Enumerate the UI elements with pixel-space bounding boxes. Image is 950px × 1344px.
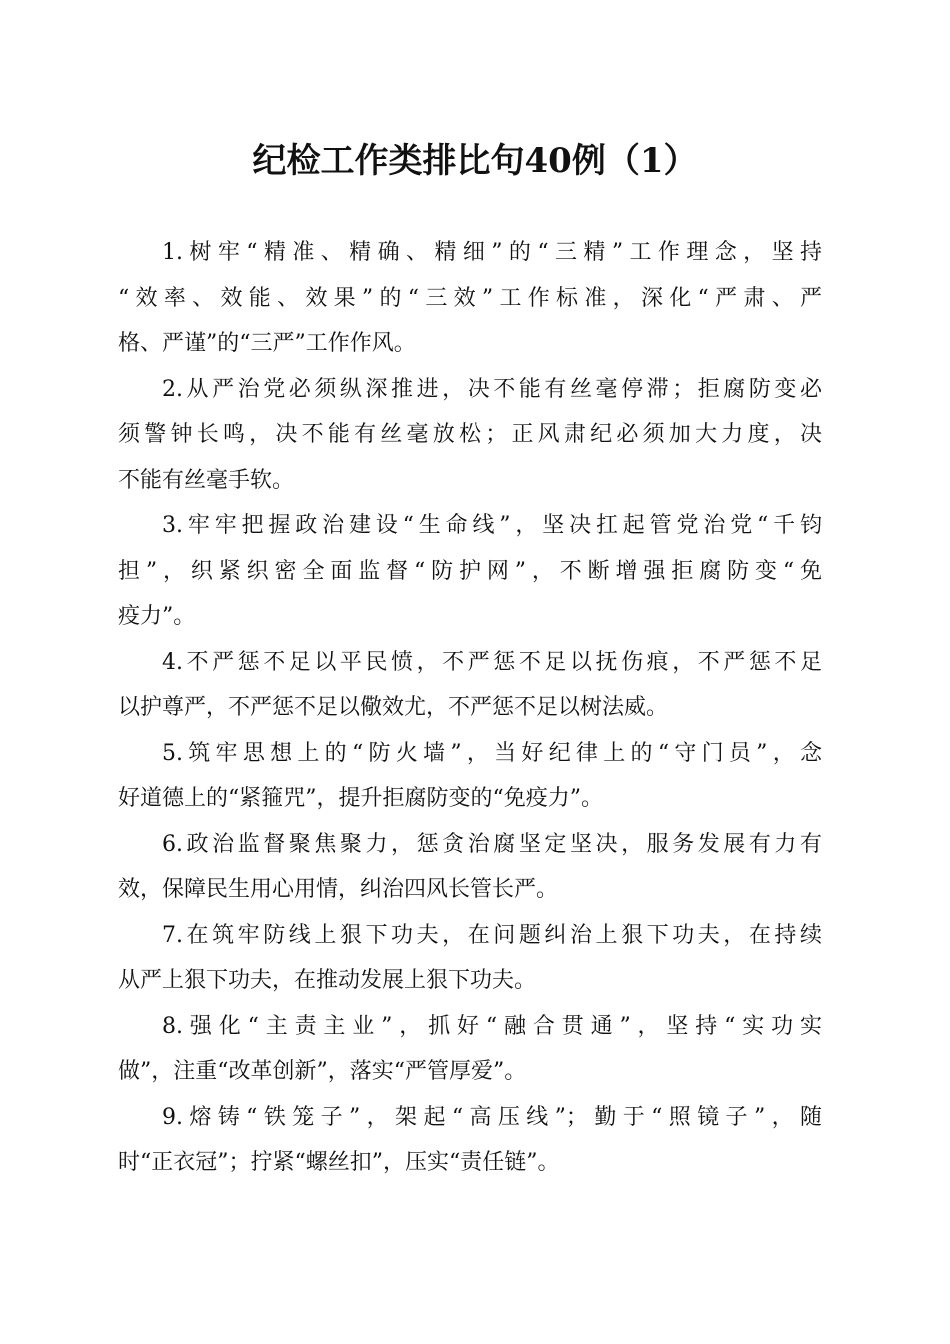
paragraph-line: 5.筑牢思想上的“防火墙”，当好纪律上的“守门员”，念: [162, 740, 822, 766]
paragraph-line: 从严上狠下功夫，在推动发展上狠下功夫。: [118, 968, 537, 993]
paragraph-line: 做”，注重“改革创新”，落实“严管厚爱”。: [118, 1059, 527, 1084]
document-title: 纪检工作类排比句40例（1）: [252, 141, 698, 181]
paragraph: [118, 913, 822, 1004]
paragraph: [118, 731, 822, 822]
paragraph-line: 1.树牢“精准、精确、精细”的“三精”工作理念，坚持: [162, 240, 822, 265]
paragraph-line: 好道德上的“紧箍咒”，提升拒腐防变的“免疫力”。: [118, 786, 603, 811]
paragraph-line: 6.政治监督聚焦聚力，惩贪治腐坚定坚决，服务发展有力有: [162, 831, 822, 857]
document-body: [118, 230, 822, 1186]
paragraph: [118, 367, 822, 504]
paragraph-line: 效，保障民生用心用情，纠治四风长管长严。: [118, 877, 559, 902]
paragraph-line: 7.在筑牢防线上狠下功夫，在问题纠治上狠下功夫，在持续: [162, 922, 822, 948]
paragraph: [118, 640, 822, 731]
paragraph-line: 担”，织紧织密全面监督“防护网”，不断增强拒腐防变“免: [118, 558, 822, 584]
paragraph-line: 不能有丝毫手软。: [118, 467, 295, 493]
paragraph-line: “效率、效能、效果”的“三效”工作标准，深化“严肃、严: [118, 285, 822, 311]
paragraph: [118, 503, 822, 640]
paragraph: [118, 822, 822, 913]
paragraph-line: 以护尊严，不严惩不足以儆效尤，不严惩不足以树法威。: [118, 695, 669, 720]
paragraph-line: 疫力”。: [118, 604, 196, 629]
paragraph-line: 2.从严治党必须纵深推进，决不能有丝毫停滞；拒腐防变必: [162, 376, 822, 402]
paragraph-line: 4.不严惩不足以平民愤，不严惩不足以抚伤痕，不严惩不足: [162, 649, 822, 675]
paragraph: [118, 230, 822, 367]
paragraph-line: 9.熔铸“铁笼子”，架起“高压线”；勤于“照镜子”，随: [162, 1104, 822, 1130]
paragraph-line: 8.强化“主责主业”，抓好“融合贯通”，坚持“实功实: [162, 1013, 822, 1039]
paragraph-line: 格、严谨”的“三严”工作作风。: [118, 331, 416, 356]
paragraph: [118, 1004, 822, 1095]
paragraph: [118, 1095, 822, 1186]
paragraph-line: 3.牢牢把握政治建设“生命线”，坚决扛起管党治党“千钧: [162, 513, 822, 538]
paragraph-line: 须警钟长鸣，决不能有丝毫放松；正风肃纪必须加大力度，决: [118, 422, 822, 447]
paragraph-line: 时“正衣冠”；拧紧“螺丝扣”，压实“责任链”。: [118, 1150, 560, 1175]
